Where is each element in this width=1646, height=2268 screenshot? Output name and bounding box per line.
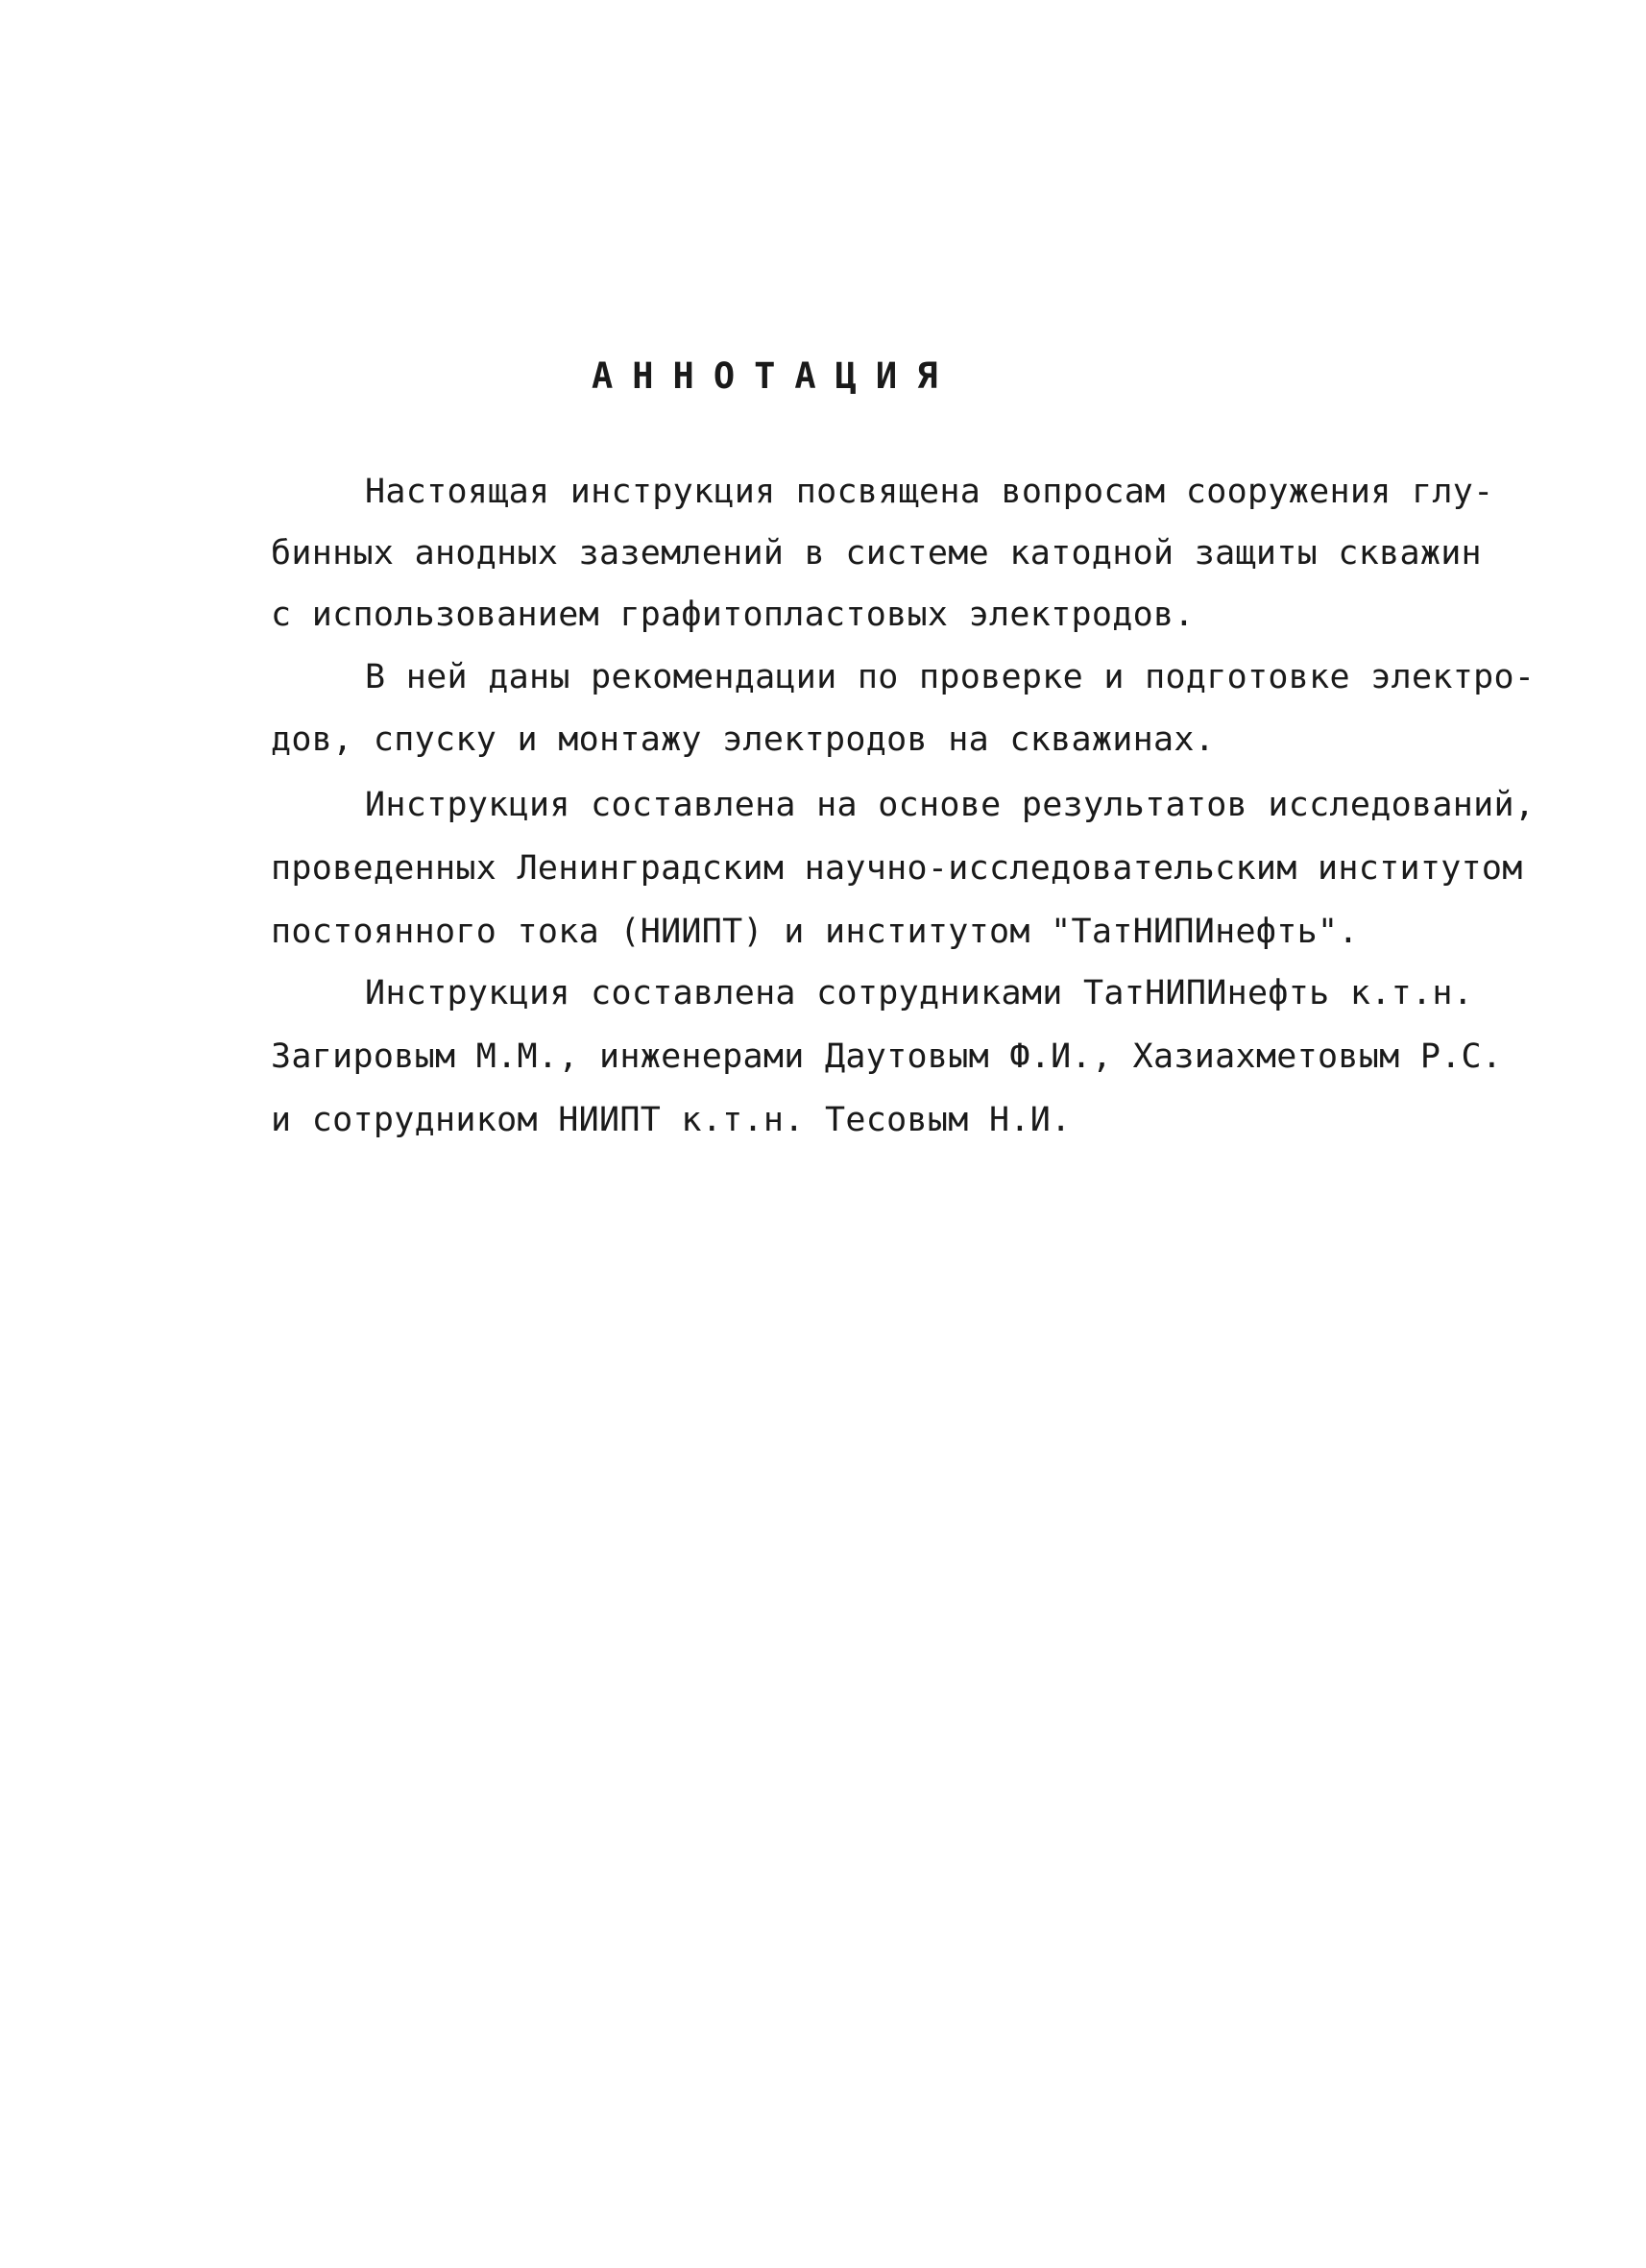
paragraph-1-line-3: с использованием графитопластовых электродов. bbox=[271, 596, 1195, 634]
paragraph-1-line-1: Настоящая инструкция посвящена вопросам сооружения глу- bbox=[365, 473, 1494, 511]
paragraph-4-line-2: Загировым М.М., инженерами Даутовым Ф.И., Хазиахметовым Р.С. bbox=[271, 1037, 1503, 1076]
paragraph-4-line-3: и сотрудником НИИПТ к.т.н. Тесовым Н.И. bbox=[271, 1101, 1072, 1139]
paragraph-4-line-1: Инструкция составлена сотрудниками ТатНИПИнефть к.т.н. bbox=[365, 974, 1474, 1012]
paragraph-3-line-2: проведенных Ленинградским научно-исследовательским институтом bbox=[271, 849, 1523, 888]
paragraph-2-line-1: В ней даны рекомендации по проверке и подготовке электро- bbox=[365, 658, 1536, 696]
paragraph-3-line-1: Инструкция составлена на основе результатов исследований, bbox=[365, 786, 1536, 824]
page-title: АННОТАЦИЯ bbox=[592, 355, 957, 397]
paragraph-3-line-3: постоянного тока (НИИПТ) и институтом "ТатНИПИнефть". bbox=[271, 913, 1359, 951]
paragraph-1-line-2: бинных анодных заземлений в системе катодной защиты скважин bbox=[271, 534, 1482, 573]
paragraph-2-line-2: дов, спуску и монтажу электродов на скважинах. bbox=[271, 720, 1216, 759]
